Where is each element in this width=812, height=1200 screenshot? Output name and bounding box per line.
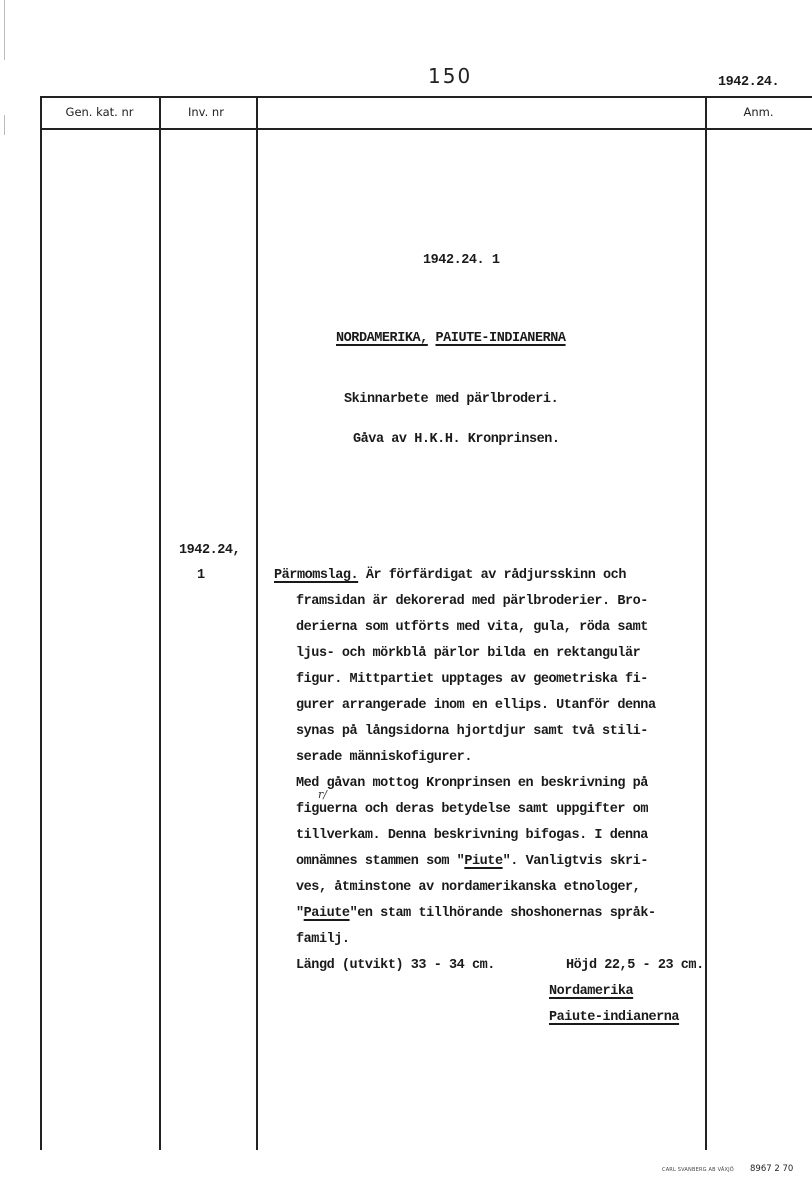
description-text: och deras betydelse samt uppgifter om (357, 802, 648, 817)
inventory-subnumber: 1 (197, 568, 205, 583)
description-text: ". Vanligtvis skri- (502, 854, 648, 869)
description-line: gurer arrangerade inom en ellips. Utanför denna (296, 698, 656, 713)
description-line: figur. Mittpartiet upptages av geometriska fi- (296, 672, 648, 687)
printer-imprint: CARL SVANBERG AB VÄXJÖ (662, 1167, 734, 1173)
tribe-name-piute: Piute (464, 854, 503, 869)
entry-region-continent: NORDAMERIKA, (336, 331, 428, 346)
column-header-inv-nr: Inv. nr (188, 105, 224, 119)
entry-region (336, 330, 566, 348)
description-text: Är förfärdigat av rådjursskinn och (358, 568, 626, 583)
classification-people: Paiute-indianerna (549, 1010, 680, 1025)
description-line: tillverkam. Denna beskrivning bifogas. I denna (296, 828, 648, 843)
entry-number: 1942.24. 1 (423, 253, 500, 268)
page-number: 150 (428, 64, 473, 88)
description-line: Med gåvan mottog Kronprinsen en beskrivning på (296, 776, 648, 791)
measurement-height: Höjd 22,5 - 23 cm. (566, 958, 704, 973)
measurement-length: Längd (utvikt) 33 - 34 cm. (296, 958, 495, 973)
description-text: omnämnes stammen som " (296, 854, 465, 869)
object-title: Pärmomslag. (274, 568, 359, 583)
description-line-1 (274, 567, 626, 585)
description-line: ves, åtminstone av nordamerikanska etnologer, (296, 880, 641, 895)
form-code: 8967 2 70 (750, 1164, 794, 1174)
description-text: figuerna (296, 802, 358, 817)
table-header-divider (40, 128, 812, 130)
column-header-description (256, 105, 705, 119)
column-divider-left (40, 96, 42, 1150)
description-text: " (296, 906, 304, 921)
description-line (296, 853, 648, 871)
entry-region-people: PAIUTE-INDIANERNA (435, 331, 566, 346)
column-divider-1 (159, 96, 161, 1150)
catalog-reference: 1942.24. (718, 75, 780, 90)
description-line: derierna som utförts med vita, gula, röda samt (296, 620, 648, 635)
description-line (296, 905, 656, 923)
entry-subtitle: Skinnarbete med pärlbroderi. (344, 392, 559, 407)
scan-mark (4, 0, 5, 60)
handwritten-correction: r/ (318, 788, 327, 801)
column-header-anm: Anm. (743, 105, 774, 119)
column-divider-2 (256, 96, 258, 1150)
description-line: synas på långsidorna hjortdjur samt två stili- (296, 724, 648, 739)
column-divider-3 (705, 96, 707, 1150)
description-line: familj. (296, 932, 350, 947)
table-top-border (40, 96, 812, 98)
description-line: ljus- och mörkblå pärlor bilda en rektangulär (296, 646, 641, 661)
scan-mark (4, 115, 5, 135)
inventory-number: 1942.24, (179, 543, 241, 558)
description-line: framsidan är dekorerad med pärlbroderier. Bro- (296, 594, 648, 609)
description-text: "en stam tillhörande shoshonernas språk- (349, 906, 656, 921)
description-line (296, 801, 648, 819)
tribe-name-paiute: Paiute (303, 906, 350, 921)
description-line: serade människofigurer. (296, 750, 472, 765)
entry-donor: Gåva av H.K.H. Kronprinsen. (353, 432, 560, 447)
classification-continent: Nordamerika (549, 984, 634, 999)
column-header-gen-kat-nr: Gen. kat. nr (65, 105, 134, 119)
